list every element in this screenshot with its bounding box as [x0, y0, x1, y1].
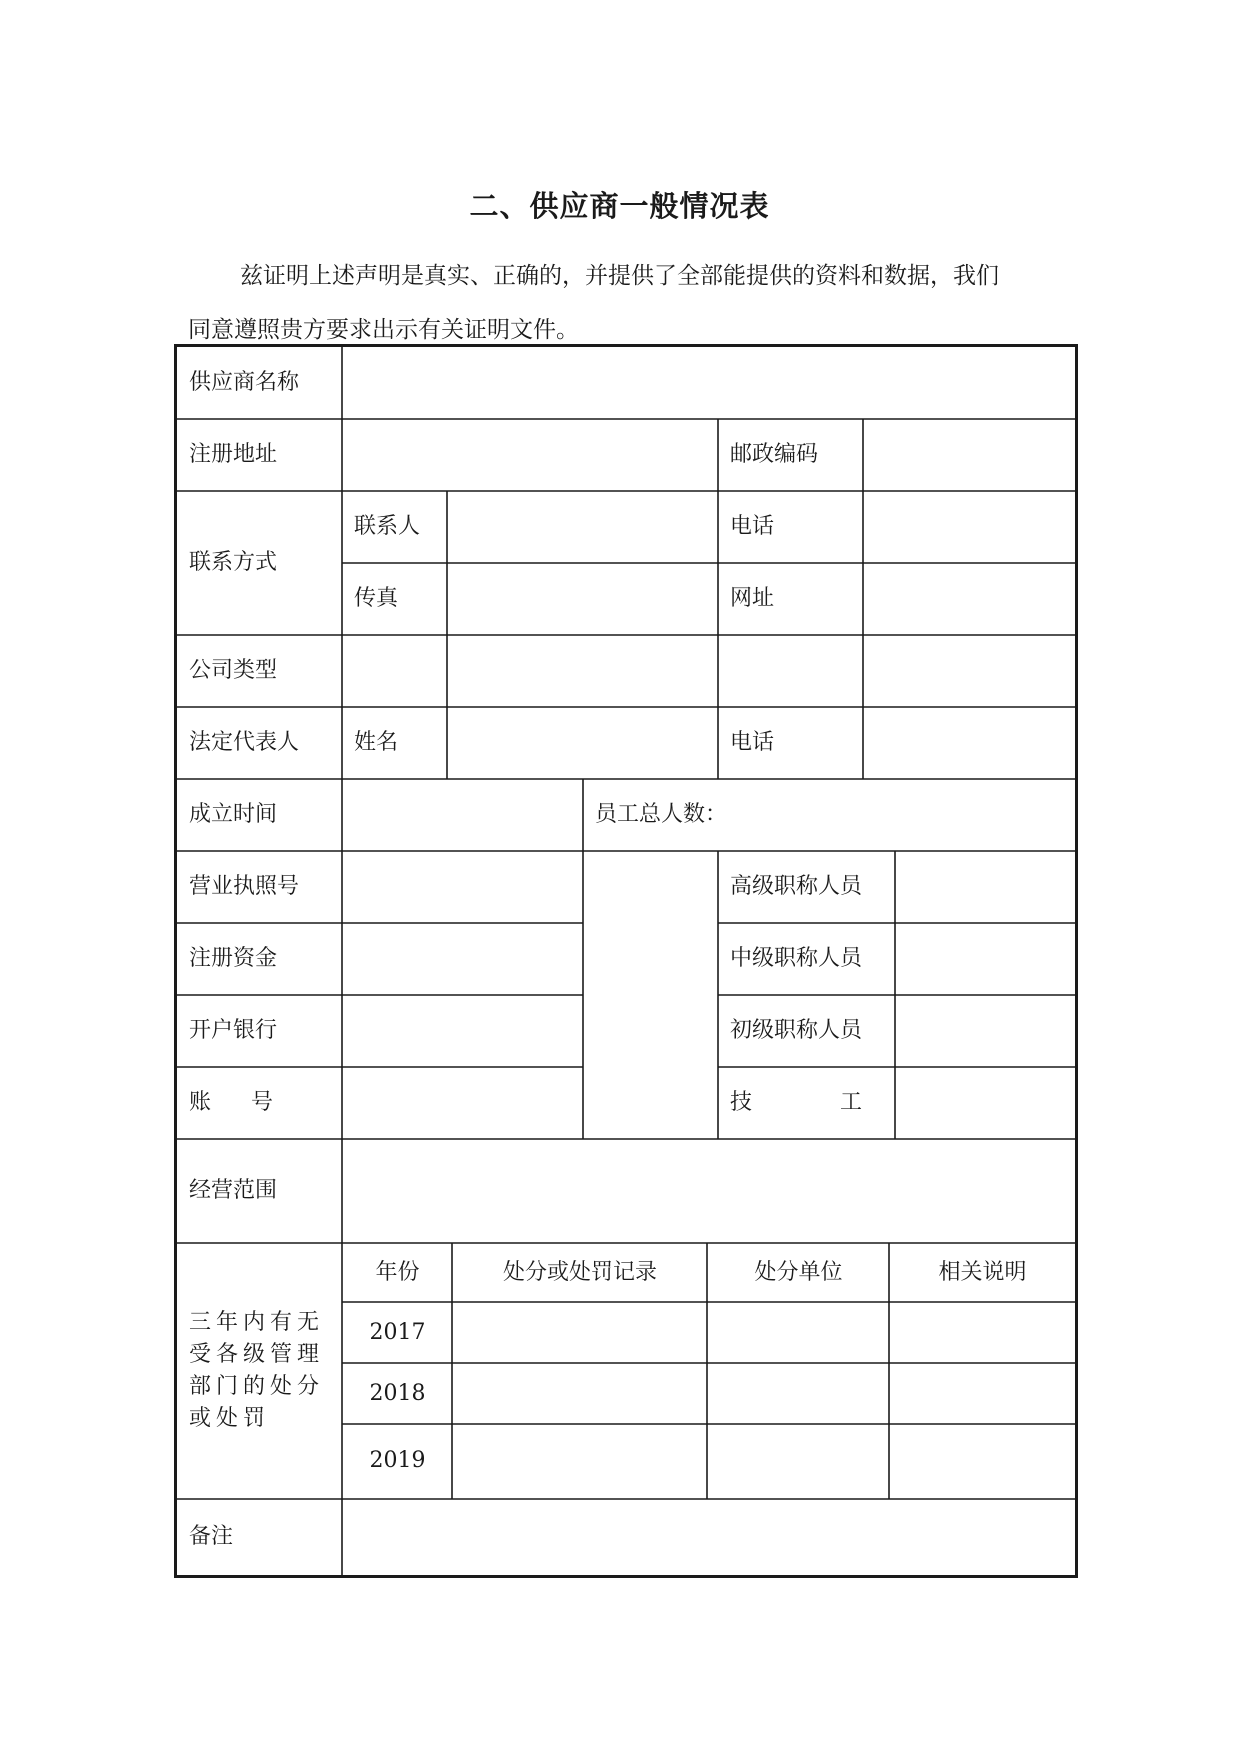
junior-staff-label: 初级职称人员	[730, 1018, 863, 1043]
registered-address-field[interactable]	[343, 420, 717, 491]
contact-person-field[interactable]	[448, 492, 717, 563]
remarks-field[interactable]	[343, 1500, 1075, 1575]
business-license-label: 营业执照号	[189, 874, 300, 899]
supplier-name-field[interactable]	[343, 347, 1075, 419]
senior-staff-field[interactable]	[896, 852, 1075, 923]
postal-code-label: 邮政编码	[730, 442, 819, 467]
fax-label: 传真	[354, 586, 399, 611]
intro-paragraph-line-1: 兹证明上述声明是真实、正确的，并提供了全部能提供的资料和数据，我们	[240, 263, 999, 289]
postal-code-field[interactable]	[864, 420, 1075, 491]
penalty-row-2019[interactable]	[453, 1425, 1075, 1499]
account-label-char-1: 账	[189, 1090, 212, 1115]
company-type-field[interactable]	[343, 636, 1075, 707]
penalty-row-2018[interactable]	[453, 1364, 1075, 1424]
account-label-char-2: 号	[251, 1090, 274, 1115]
penalty-row-2017[interactable]	[453, 1303, 1075, 1363]
registered-capital-field[interactable]	[343, 924, 582, 995]
website-label: 网址	[730, 586, 775, 611]
technician-field[interactable]	[896, 1068, 1075, 1139]
website-field[interactable]	[864, 564, 1075, 635]
technician-label-char-1: 技	[730, 1090, 753, 1115]
bank-field[interactable]	[343, 996, 582, 1067]
junior-staff-field[interactable]	[896, 996, 1075, 1067]
established-date-label: 成立时间	[189, 802, 278, 827]
penalty-header-notes: 相关说明	[938, 1260, 1027, 1285]
total-employees-label: 员工总人数：	[595, 802, 728, 827]
penalty-year-2018: 2018	[369, 1381, 426, 1406]
supplier-name-label: 供应商名称	[189, 370, 300, 395]
business-scope-field[interactable]	[343, 1140, 1075, 1243]
business-scope-label: 经营范围	[189, 1178, 278, 1203]
penalty-header-year: 年份	[375, 1260, 420, 1285]
registered-address-label: 注册地址	[189, 442, 278, 467]
supplier-info-form	[174, 344, 1078, 1578]
account-field[interactable]	[343, 1068, 582, 1139]
legal-representative-label: 法定代表人	[189, 730, 300, 755]
established-date-field[interactable]	[343, 780, 582, 851]
intro-paragraph-line-2: 同意遵照贵方要求出示有关证明文件。	[188, 317, 579, 343]
contact-method-label: 联系方式	[189, 550, 278, 575]
legal-rep-name-field[interactable]	[448, 708, 717, 779]
legal-rep-phone-label: 电话	[730, 730, 775, 755]
mid-staff-label: 中级职称人员	[730, 946, 863, 971]
penalty-header-record: 处分或处罚记录	[502, 1260, 657, 1285]
business-license-field[interactable]	[343, 852, 582, 923]
legal-rep-phone-field[interactable]	[864, 708, 1075, 779]
penalty-header-unit: 处分单位	[754, 1260, 843, 1285]
penalty-year-2019: 2019	[369, 1448, 426, 1473]
contact-phone-label: 电话	[730, 514, 775, 539]
penalty-question-label: 三年内有无受各级管理部门的处分或处罚	[189, 1310, 325, 1431]
penalty-year-2017: 2017	[369, 1320, 426, 1345]
page-title: 二、供应商一般情况表	[469, 189, 770, 223]
company-type-label: 公司类型	[189, 658, 278, 683]
fax-field[interactable]	[448, 564, 717, 635]
senior-staff-label: 高级职称人员	[730, 874, 863, 899]
legal-rep-name-label: 姓名	[354, 730, 399, 755]
remarks-label: 备注	[189, 1524, 234, 1549]
registered-capital-label: 注册资金	[189, 946, 278, 971]
technician-label-char-2: 工	[840, 1090, 863, 1115]
contact-phone-field[interactable]	[864, 492, 1075, 563]
contact-person-label: 联系人	[354, 514, 421, 539]
mid-staff-field[interactable]	[896, 924, 1075, 995]
bank-label: 开户银行	[189, 1018, 278, 1043]
